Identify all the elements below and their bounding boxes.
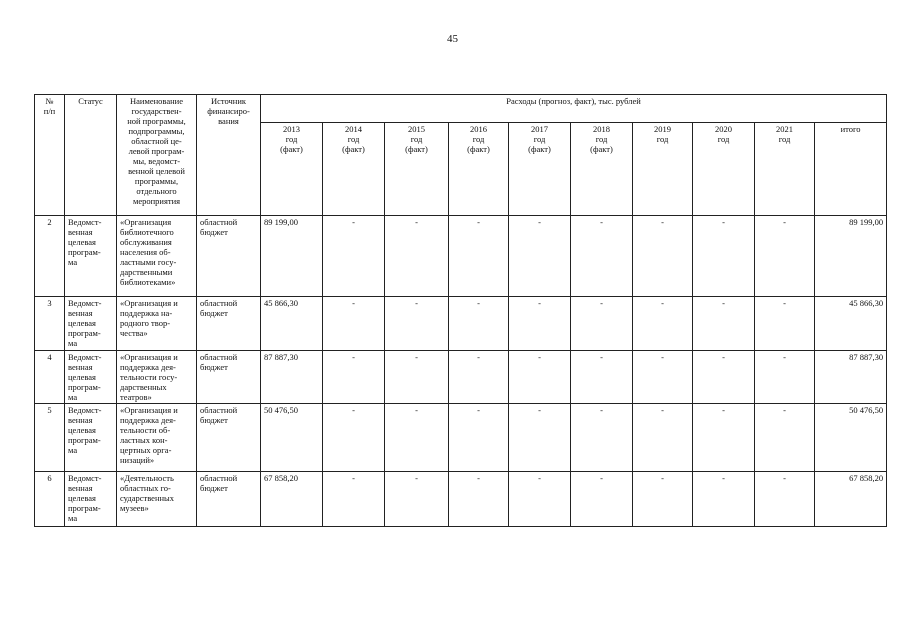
table-row [35, 297, 887, 351]
row-number: 5 [35, 404, 65, 472]
row-total: 50 476,50 [815, 404, 887, 472]
row-dash-cell: - [633, 216, 693, 297]
row-dash-cell: - [323, 297, 385, 351]
row-name: «Организация и поддержка дея- тельности госу- дарственных театров» [117, 351, 197, 404]
row-source: областной бюджет [197, 351, 261, 404]
header-year: 2015 год (факт) [385, 123, 449, 216]
header-year: 2013 год (факт) [261, 123, 323, 216]
row-dash-cell: - [449, 216, 509, 297]
row-source: областной бюджет [197, 472, 261, 527]
row-dash-cell: - [509, 297, 571, 351]
row-dash-cell: - [385, 472, 449, 527]
header-status: Статус [65, 95, 117, 216]
header-year: 2018 год (факт) [571, 123, 633, 216]
row-number: 6 [35, 472, 65, 527]
row-number: 4 [35, 351, 65, 404]
row-status: Ведомст- венная целевая програм- ма [65, 297, 117, 351]
header-year: 2020 год [693, 123, 755, 216]
row-total: 67 858,20 [815, 472, 887, 527]
row-source: областной бюджет [197, 216, 261, 297]
page-number: 45 [447, 33, 458, 45]
row-dash-cell: - [385, 216, 449, 297]
header-name: Наименование государствен- ной программы, подпрограммы, областной це- левой програм- мы, ведомст- венной целевой программы, отдельного мероприятия [117, 95, 197, 216]
row-dash-cell: - [693, 404, 755, 472]
row-dash-cell: - [449, 297, 509, 351]
row-name: «Организация библиотечного обслуживания населения об- ластными госу- дарственными библиотеками» [117, 216, 197, 297]
row-status: Ведомст- венная целевая програм- ма [65, 216, 117, 297]
row-dash-cell: - [693, 216, 755, 297]
row-dash-cell: - [633, 351, 693, 404]
row-dash-cell: - [633, 472, 693, 527]
row-total: 87 887,30 [815, 351, 887, 404]
row-dash-cell: - [571, 351, 633, 404]
row-dash-cell: - [571, 216, 633, 297]
row-dash-cell: - [755, 404, 815, 472]
header-total: итого [815, 123, 887, 216]
header-year: 2016 год (факт) [449, 123, 509, 216]
row-status: Ведомст- венная целевая програм- ма [65, 351, 117, 404]
expenses-table [34, 94, 887, 527]
row-dash-cell: - [509, 472, 571, 527]
row-dash-cell: - [633, 297, 693, 351]
row-name: «Организация и поддержка на- родного твор- чества» [117, 297, 197, 351]
row-status: Ведомст- венная целевая програм- ма [65, 404, 117, 472]
row-name: «Организация и поддержка дея- тельности об- ластных кон- цертных орга- низаций» [117, 404, 197, 472]
header-year: 2017 год (факт) [509, 123, 571, 216]
row-total: 89 199,00 [815, 216, 887, 297]
row-dash-cell: - [385, 404, 449, 472]
row-dash-cell: - [323, 216, 385, 297]
row-dash-cell: - [385, 297, 449, 351]
header-source: Источник финансиро- вания [197, 95, 261, 216]
row-dash-cell: - [693, 351, 755, 404]
row-dash-cell: - [693, 472, 755, 527]
table-row [35, 404, 887, 472]
row-dash-cell: - [571, 297, 633, 351]
header-year: 2014 год (факт) [323, 123, 385, 216]
row-dash-cell: - [449, 351, 509, 404]
row-dash-cell: - [509, 404, 571, 472]
table-row [35, 472, 887, 527]
row-dash-cell: - [755, 297, 815, 351]
header-year: 2021 год [755, 123, 815, 216]
row-dash-cell: - [509, 351, 571, 404]
row-dash-cell: - [449, 472, 509, 527]
row-dash-cell: - [449, 404, 509, 472]
header-year: 2019 год [633, 123, 693, 216]
row-value-2013: 87 887,30 [261, 351, 323, 404]
row-dash-cell: - [755, 351, 815, 404]
row-value-2013: 50 476,50 [261, 404, 323, 472]
row-value-2013: 45 866,30 [261, 297, 323, 351]
row-name: «Деятельность областных го- сударственных музеев» [117, 472, 197, 527]
row-dash-cell: - [633, 404, 693, 472]
header-no: № п/п [35, 95, 65, 216]
row-dash-cell: - [509, 216, 571, 297]
table-row [35, 351, 887, 404]
table-row [35, 216, 887, 297]
row-value-2013: 89 199,00 [261, 216, 323, 297]
row-value-2013: 67 858,20 [261, 472, 323, 527]
row-number: 3 [35, 297, 65, 351]
row-status: Ведомст- венная целевая програм- ма [65, 472, 117, 527]
row-source: областной бюджет [197, 297, 261, 351]
row-dash-cell: - [323, 472, 385, 527]
row-dash-cell: - [571, 404, 633, 472]
row-dash-cell: - [323, 351, 385, 404]
row-dash-cell: - [755, 472, 815, 527]
header-expenses: Расходы (прогноз, факт), тыс. рублей [261, 95, 887, 123]
row-dash-cell: - [385, 351, 449, 404]
row-source: областной бюджет [197, 404, 261, 472]
row-number: 2 [35, 216, 65, 297]
row-dash-cell: - [323, 404, 385, 472]
row-dash-cell: - [693, 297, 755, 351]
row-dash-cell: - [755, 216, 815, 297]
row-dash-cell: - [571, 472, 633, 527]
row-total: 45 866,30 [815, 297, 887, 351]
